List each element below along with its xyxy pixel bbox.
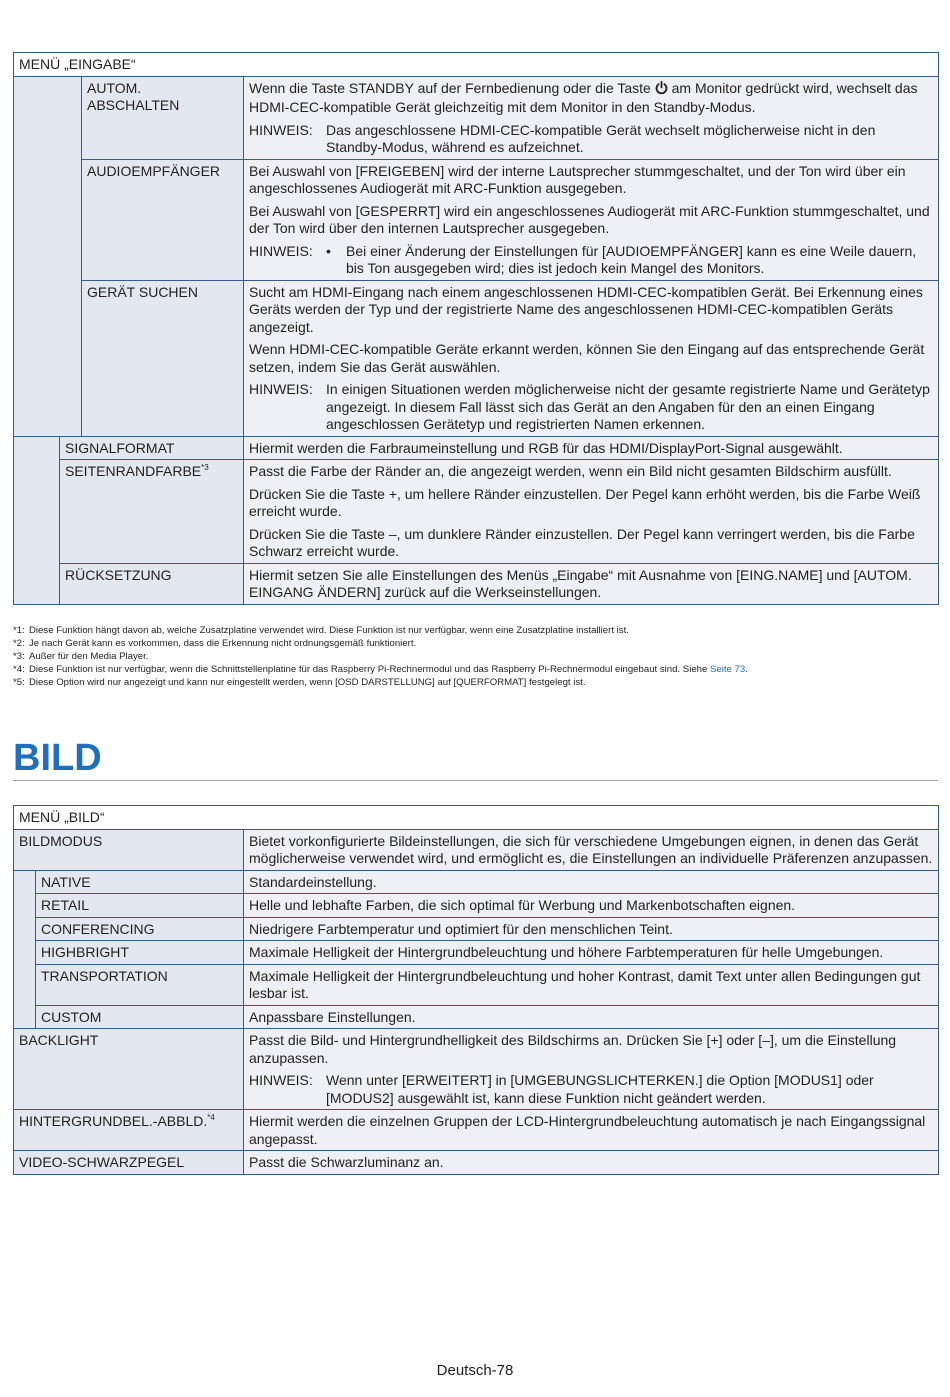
section-title: BILD (13, 737, 102, 779)
table-row (14, 1005, 939, 1029)
row-label: HIGHBRIGHT (36, 941, 244, 965)
table-row (14, 159, 939, 280)
desc-paragraph: Bei Auswahl von [GESPERRT] wird ein angeschlossenes Audiogerät mit ARC-Funktion stummgeschaltet, und der Ton wird über den internen Lautsprecher ausgegeben. (249, 202, 930, 236)
desc-paragraph: Bei Auswahl von [FREIGEBEN] wird der interne Lautsprecher stummgeschaltet, und der Ton wird über ein angeschlossenes Audiogerät mit ARC-Funktion ausgegeben. (249, 162, 906, 196)
table-row (14, 941, 939, 965)
note (249, 381, 933, 434)
row-label: CUSTOM (36, 1005, 244, 1029)
row-description: Hiermit werden die einzelnen Gruppen der LCD-Hintergrundbeleuchtung automatisch je nach Eingangssignal angepasst. (244, 1110, 939, 1151)
table-row (14, 894, 939, 918)
footnote-ref: *4 (207, 1113, 215, 1122)
indent-cell (14, 76, 82, 436)
row-description: Bietet vorkonfigurierte Bildeinstellungen, die sich für verschiedene Umgebungen eignen, in denen das Gerät möglicherweise verwendet wird, und ermöglicht es, die Einstellungen an individuelle Präferenzen anzupassen. (244, 829, 939, 870)
row-label-text: SEITENRANDFARBE (65, 463, 202, 479)
desc-paragraph: Passt die Bild- und Hintergrundhelligkeit des Bildschirms an. Drücken Sie [+] oder [–], um die Einstellung anzupassen. (249, 1032, 897, 1066)
footnote-text: Diese Option wird nur angezeigt und kann nur eingestellt werden, wenn [OSD DARSTELLUNG] auf [QUERFORMAT] festgelegt ist. (29, 677, 586, 688)
table-row (14, 460, 939, 564)
row-label: TRANSPORTATION (36, 964, 244, 1005)
note-label: HINWEIS: (249, 1072, 313, 1088)
footnote-key: *2: (13, 638, 25, 649)
row-description: Hiermit setzen Sie alle Einstellungen des Menüs „Eingabe“ mit Ausnahme von [EING.NAME] und [AUTOM. EINGANG ÄNDERN] zurück auf die Werkseinstellungen. (244, 563, 939, 604)
table-header: MENÜ „BILD“ (14, 806, 939, 830)
row-description (244, 159, 939, 280)
note-text: Wenn unter [ERWEITERT] in [UMGEBUNGSLICHTERKEN.] die Option [MODUS1] oder [MODUS2] ausgewählt ist, kann diese Funktion nicht geändert werden. (326, 1072, 874, 1106)
row-description: Helle und lebhafte Farben, die sich optimal für Werbung und Markenbotschaften eignen. (244, 894, 939, 918)
row-label: VIDEO-SCHWARZPEGEL (14, 1151, 244, 1175)
section-divider (13, 780, 938, 781)
table-row (14, 1110, 939, 1151)
note-text: Das angeschlossene HDMI-CEC-kompatible Gerät wechselt möglicherweise nicht in den Standby-Modus, während es aufzeichnet. (326, 121, 876, 155)
row-description: Standardeinstellung. (244, 870, 939, 894)
desc-paragraph: Drücken Sie die Taste +, um hellere Ränder einzustellen. Der Pegel kann erhöht werden, bis die Farbe Weiß erreicht wurde. (249, 485, 921, 519)
table-row (14, 1029, 939, 1110)
desc-text: Wenn die Taste STANDBY auf der Fernbedienung oder die Taste (249, 79, 651, 96)
note (249, 122, 933, 157)
row-label (60, 460, 244, 564)
bullet: • (326, 242, 331, 259)
desc-paragraph: Drücken Sie die Taste –, um dunklere Ränder einzustellen. Der Pegel kann verringert werden, bis die Farbe Schwarz erreicht wurde. (249, 525, 915, 559)
row-description (244, 76, 939, 159)
row-description: Maximale Helligkeit der Hintergrundbeleuchtung und höhere Farbtemperaturen für helle Umgebungen. (244, 941, 939, 965)
bild-menu-table (13, 805, 939, 1175)
row-description: Hiermit werden die Farbraumeinstellung und RGB für das HDMI/DisplayPort-Signal ausgewählt. (244, 436, 939, 460)
note-label: HINWEIS: (249, 242, 313, 259)
page-number: Deutsch-78 (436, 1362, 514, 1379)
eingabe-menu-table (13, 52, 939, 605)
footnote-ref: *3 (201, 463, 209, 472)
row-label: AUDIOEMPFÄNGER (82, 159, 244, 280)
footnote (13, 624, 938, 637)
footnote (13, 650, 938, 663)
footnote (13, 663, 938, 676)
page-link[interactable]: Seite 73 (710, 664, 746, 675)
row-description: Niedrigere Farbtemperatur und optimiert für den menschlichen Teint. (244, 917, 939, 941)
desc-text: am Monitor gedrückt wird, wechselt das HDMI-CEC-kompatible Gerät gleichzeitig mit dem Monitor in den Standby-Modus. (249, 79, 918, 115)
row-label: GERÄT SUCHEN (82, 280, 244, 436)
row-label: NATIVE (36, 870, 244, 894)
table-row (14, 76, 939, 159)
row-label: CONFERENCING (36, 917, 244, 941)
table-row (14, 436, 939, 460)
indent-cell (14, 870, 36, 1029)
row-label: BACKLIGHT (14, 1029, 244, 1110)
footnote-key: *1: (13, 625, 25, 636)
row-label: BILDMODUS (14, 829, 244, 870)
footnote-key: *4: (13, 664, 25, 675)
footnote-key: *3: (13, 651, 25, 662)
row-label-line: ABSCHALTEN (87, 97, 180, 113)
row-description: Anpassbare Einstellungen. (244, 1005, 939, 1029)
note (249, 1072, 933, 1107)
footnote-text: Je nach Gerät kann es vorkommen, dass die Erkennung nicht ordnungsgemäß funktioniert. (29, 638, 417, 649)
row-label-text: HINTERGRUNDBEL.-ABBLD. (19, 1113, 208, 1129)
desc-paragraph: Wenn HDMI-CEC-kompatible Geräte erkannt werden, können Sie den Eingang auf das entsprechende Gerät setzen, indem Sie das Gerät auswählen. (249, 341, 925, 375)
note (249, 243, 933, 278)
footnote (13, 676, 938, 689)
row-label: RÜCKSETZUNG (60, 563, 244, 604)
table-row (14, 829, 939, 870)
desc-paragraph: Sucht am HDMI-Eingang nach einem angeschlossenen HDMI-CEC-kompatiblen Gerät. Bei Erkennung eines Geräts werden der Typ und der registrierte Name des angeschlossenen HDMI-CEC-kompatiblen Geräts angezeigt. (249, 283, 923, 335)
footnote-text: Diese Funktion hängt davon ab, welche Zusatzplatine verwendet wird. Diese Funktion ist nur verfügbar, wenn eine Zusatzplatine installiert ist. (29, 625, 629, 636)
footnote-text: Außer für den Media Player. (29, 651, 149, 662)
row-description: Maximale Helligkeit der Hintergrundbeleuchtung und hoher Kontrast, damit Text unter allen Bedingungen gut lesbar ist. (244, 964, 939, 1005)
row-label: SIGNALFORMAT (60, 436, 244, 460)
footnote (13, 637, 938, 650)
table-row (14, 917, 939, 941)
row-label: RETAIL (36, 894, 244, 918)
row-description (244, 460, 939, 564)
power-icon (655, 81, 668, 100)
note-label: HINWEIS: (249, 381, 313, 397)
note-label: HINWEIS: (249, 121, 313, 138)
table-row (14, 280, 939, 436)
table-header: MENÜ „EINGABE“ (14, 53, 939, 77)
desc-paragraph: Passt die Farbe der Ränder an, die angezeigt werden, wenn ein Bild nicht gesamten Bildschirm ausfüllt. (249, 463, 892, 479)
row-label (14, 1110, 244, 1151)
table-row (14, 964, 939, 1005)
row-label (82, 76, 244, 159)
row-description (244, 280, 939, 436)
footnote-text: . (745, 664, 748, 675)
note-text: Bei einer Änderung der Einstellungen für [AUDIOEMPFÄNGER] kann es eine Weile dauern, bis Ton ausgegeben wird; dies ist jedoch kein Mangel des Monitors. (346, 242, 917, 276)
table-row (14, 563, 939, 604)
table-row (14, 1151, 939, 1175)
row-label-line: AUTOM. (87, 79, 142, 96)
indent-cell (14, 436, 60, 604)
row-description (244, 1029, 939, 1110)
table-row (14, 870, 939, 894)
footnote-text: Diese Funktion ist nur verfügbar, wenn die Schnittstellenplatine für das Raspberry Pi-Rechnermodul und das Raspberry Pi-Rechnermodul eingebaut sind. Siehe (29, 664, 708, 675)
footnotes (13, 624, 938, 689)
note-text: In einigen Situationen werden möglicherweise nicht der gesamte registrierte Name und Gerätetyp angezeigt. In diesem Fall lässt sich das Gerät an den Angaben für den an einen Eingang angeschlossen Gerätetyp und registrierten Namen erkennen. (326, 381, 930, 432)
row-description: Passt die Schwarzluminanz an. (244, 1151, 939, 1175)
footnote-key: *5: (13, 677, 25, 688)
